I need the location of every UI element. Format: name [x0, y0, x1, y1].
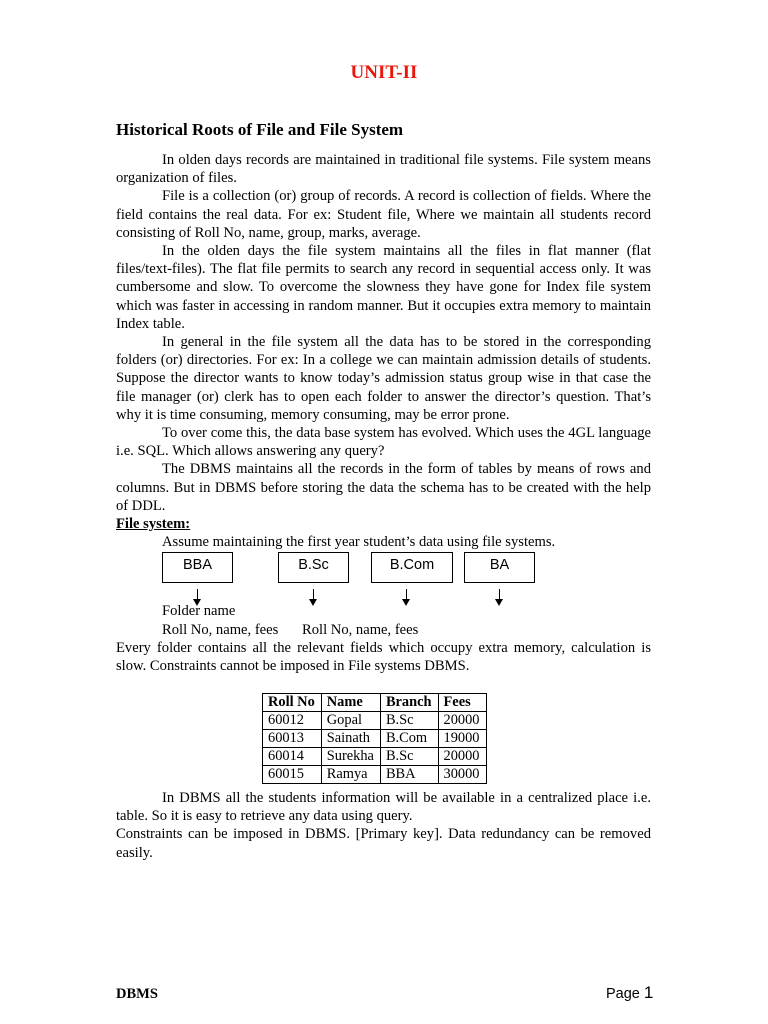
folder-box-ba: BA: [464, 552, 535, 583]
folder-box-bba: BBA: [162, 552, 233, 583]
table-cell: 60014: [263, 748, 322, 766]
table-cell: 60013: [263, 730, 322, 748]
folder-name-label: Folder name: [162, 603, 236, 619]
table-header-row: [263, 694, 487, 712]
students-table: [262, 693, 487, 784]
table-row: [263, 766, 487, 784]
folder-note: Every folder contains all the relevant fields which occupy extra memory, calculation is slow. Constraints cannot be imposed in File systems DBMS.: [116, 640, 651, 675]
table-row: [263, 730, 487, 748]
folder-box-bsc: B.Sc: [278, 552, 349, 583]
table-cell: B.Com: [380, 730, 438, 748]
down-arrow-icon: [402, 599, 410, 606]
table-cell: 60015: [263, 766, 322, 784]
column-header: Name: [321, 694, 380, 712]
paragraph: Constraints can be imposed in DBMS. [Primary key]. Data redundancy can be removed easily.: [116, 826, 651, 861]
paragraph: In the olden days the file system maintains all the files in flat manner (flat files/text-files). The flat file permits to search any record in sequential access only. It was cumbersome and slow. To overcome the slowness they have gone for Index file system which was faster in accessing in random manner. But it occupies extra memory to maintain Index table.: [116, 243, 651, 332]
page-label: Page: [606, 986, 640, 1002]
fields-label: Roll No, name, fees: [162, 622, 279, 638]
body-text: [116, 151, 651, 551]
table-row: [263, 748, 487, 766]
section-title: Historical Roots of File and File System: [116, 120, 404, 139]
table-cell: Ramya: [321, 766, 380, 784]
page-number: [606, 983, 653, 1003]
fields-label: Roll No, name, fees: [302, 622, 419, 638]
paragraph: In general in the file system all the data has to be stored in the corresponding folders (or) directories. For ex: In a college we can maintain admission details of students. Suppose the director wants to know today’s admission status group wise in that case the file manager (or) clerk has to open each folder to answer the director’s question. That’s why it is time consuming, memory consuming, may be error prone.: [116, 334, 651, 423]
paragraph: File is a collection (or) group of records. A record is collection of fields. Where the field contains the real data. For ex: Student file, Where we maintain all students record consisting of Roll No, name, group, marks, average.: [116, 188, 651, 241]
table-cell: 20000: [438, 748, 486, 766]
table-cell: 20000: [438, 712, 486, 730]
down-arrow-icon: [309, 599, 317, 606]
table-cell: 30000: [438, 766, 486, 784]
file-system-intro: Assume maintaining the first year student’s data using file systems.: [162, 534, 556, 551]
unit-title: UNIT-II: [350, 62, 418, 83]
paragraph: In DBMS all the students information will be available in a centralized place i.e. table. So it is easy to retrieve any data using query.: [116, 790, 651, 825]
after-table-text: [116, 789, 651, 862]
column-header: Roll No: [263, 694, 322, 712]
down-arrow-icon: [495, 599, 503, 606]
paragraph: The DBMS maintains all the records in the form of tables by means of rows and columns. But in DBMS before storing the data the schema has to be created with the help of DDL.: [116, 461, 651, 514]
table-cell: Gopal: [321, 712, 380, 730]
paragraph: In olden days records are maintained in traditional file systems. File system means organization of files.: [116, 152, 651, 187]
file-system-heading: File system:: [116, 516, 191, 533]
table-cell: 60012: [263, 712, 322, 730]
footer-title: DBMS: [116, 986, 158, 1002]
page-number-value: 1: [643, 983, 654, 1002]
paragraph: To over come this, the data base system has evolved. Which uses the 4GL language i.e. SQL. Which allows answering any query?: [116, 425, 651, 460]
table-cell: Surekha: [321, 748, 380, 766]
table-row: [263, 712, 487, 730]
table-cell: B.Sc: [380, 748, 438, 766]
column-header: Branch: [380, 694, 438, 712]
column-header: Fees: [438, 694, 486, 712]
table-cell: B.Sc: [380, 712, 438, 730]
table-cell: 19000: [438, 730, 486, 748]
table-cell: BBA: [380, 766, 438, 784]
folder-box-bcom: B.Com: [371, 552, 453, 583]
table-cell: Sainath: [321, 730, 380, 748]
